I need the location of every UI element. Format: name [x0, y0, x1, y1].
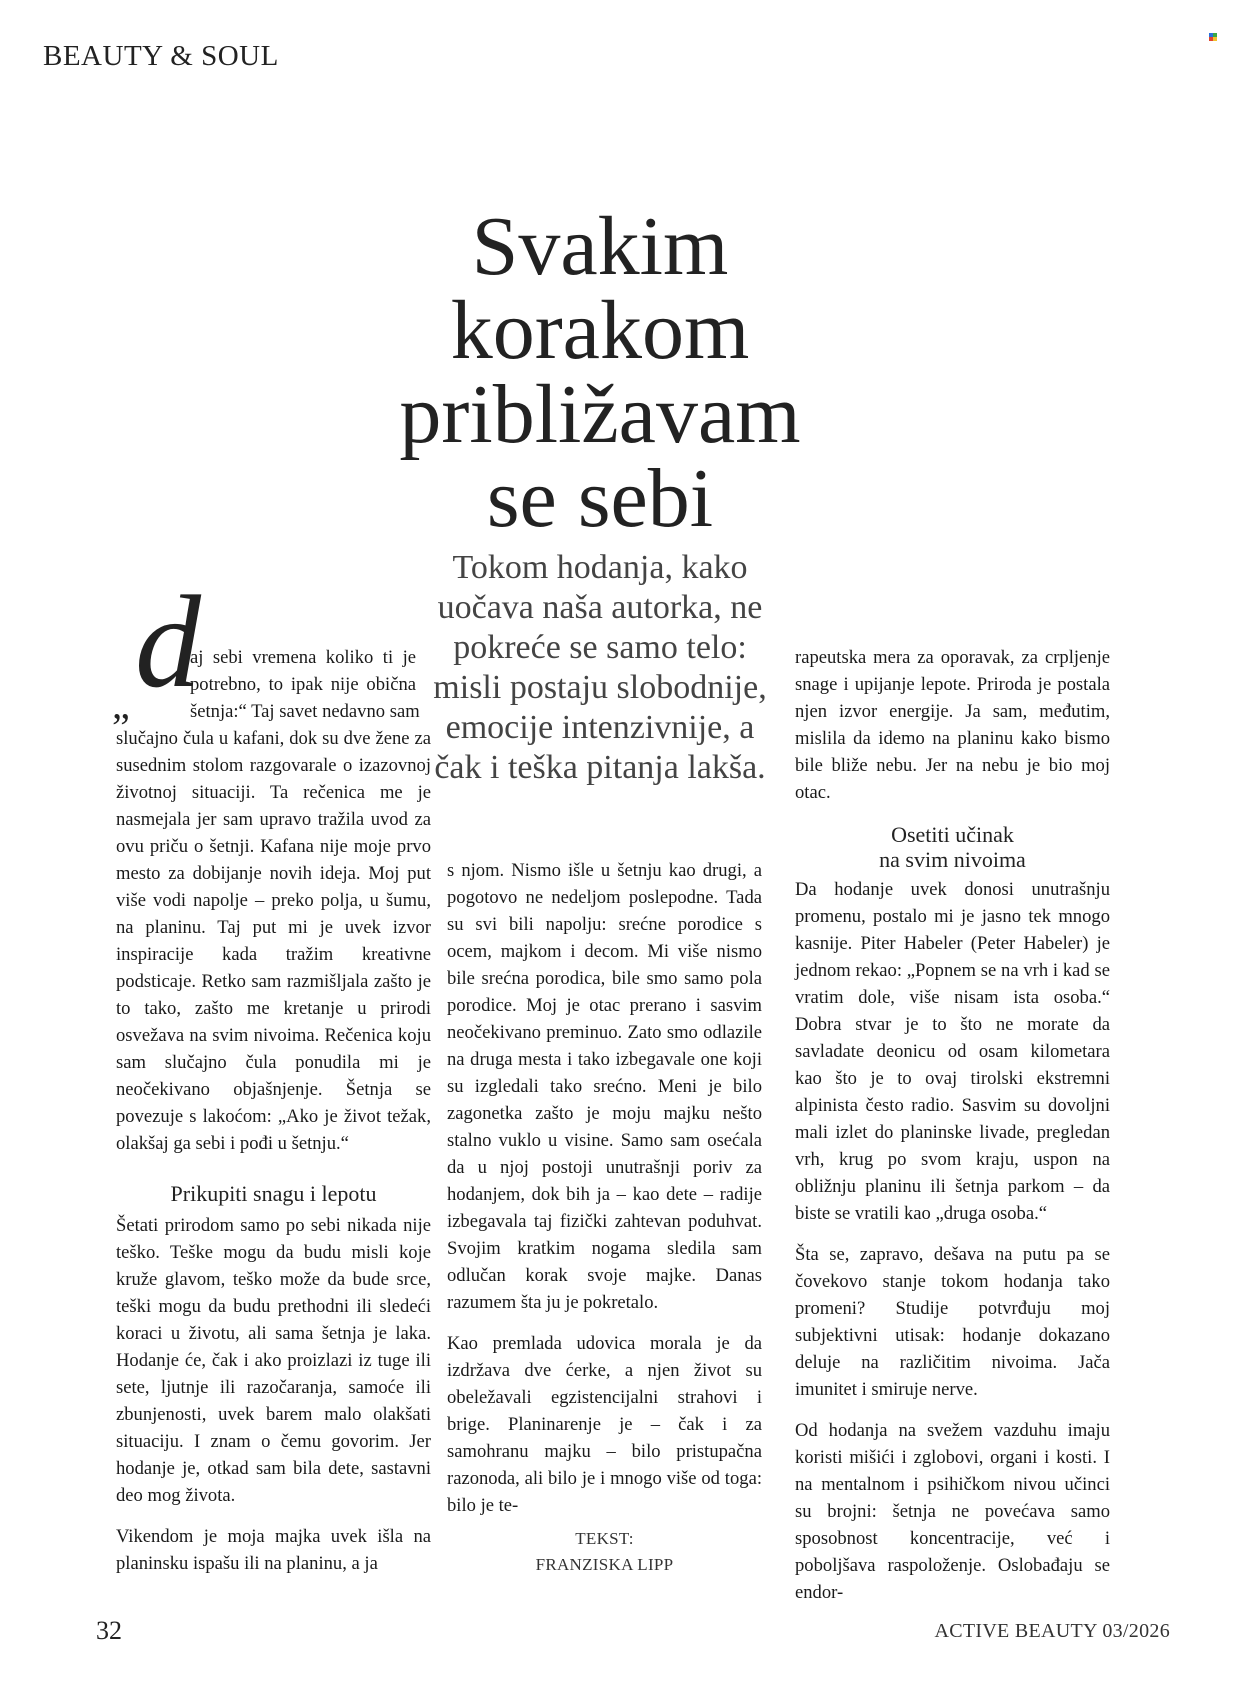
- subheading: [795, 822, 1110, 872]
- body-paragraph: Da hodanje uvek donosi unutrašnju promenu, postalo mi je jasno tek mnogo kasnije. Piter Habeler (Peter Habeler) je jednom rekao: „Popnem se na vrh i kad se vratim dole, više nisam ista osoba.“ Dobra stvar je to što ne morate da savladate deonicu od osam kilometara kao što je to ovaj tirolski ekstremni alpinista često radio. Sasvim su dovoljni mali izlet do planinske livade, pregledan vrh, krug po svom kraju, uspon na obližnju planinu ili šetnja parkom – da biste se vratili kao „druga osoba.“: [795, 879, 1110, 1224]
- body-column-2: [447, 857, 762, 1519]
- body-paragraph: Kao premlada udovica morala je da izdržava dve ćerke, a njen život su obeležavali egzistencijalni strahovi i brige. Planinarenje je – čak i za samohranu majku – bilo pristupačna razonoda, ali bilo je i mnogo više od toga: bilo je te-: [447, 1333, 762, 1516]
- body-column-3: [795, 644, 1110, 1606]
- credit-name: FRANZISKA LIPP: [535, 1555, 674, 1574]
- body-paragraph: rapeutska mera za oporavak, za crpljenje snage i upijanje lepote. Priroda je postala njen izvor energije. Ja sam, međutim, mislila da idemo na planinu kako bismo bile bliže nebu. Jer na nebu je bio moj otac.: [795, 647, 1110, 803]
- body-paragraph: s njom. Nismo išle u šetnju kao drugi, a pogotovo ne nedeljom poslepodne. Tada su svi bili napolju: srećne porodice s ocem, majkom i decom. Mi više nismo bile srećna porodica, bile smo samo pola porodice. Moj je otac prerano i sasvim neočekivano preminuo. Zato smo odlazile na druga mesta i tako izbegavale one koji su izgledali tako srećno. Meni je bilo zagonetka zašto je moju majku nešto stalno vuklo u visine. Samo sam osećala da u njoj postoji unutrašnji poriv za hodanjem, dok bih ja – kao dete – radije izbegavala taj fizički zahtevan poduhvat. Svojim kratkim nogama sledila sam odlučan korak svoje majke. Danas razumem šta ju je pokretalo.: [447, 860, 762, 1313]
- body-paragraph: Šta se, zapravo, dešava na putu pa se čovekovo stanje tokom hodanja tako promeni? Studije potvrđuju moj subjektivni utisak: hodanje dokazano deluje na različitim nivoima. Jača imunitet i smiruje nerve.: [795, 1244, 1110, 1400]
- body-paragraph: slučajno čula u kafani, dok su dve žene za susednim stolom razgovarale o izazovnoj životnoj situaciji. Ta rečenica me je nasmejala jer sam upravo tražila uvod za ovu priču o šetnji. Kafana nije moje prvo mesto za dobijanje novih ideja. Moj put više vodi napolje – preko polja, u šumu, na planinu. Taj put mi je uvek izvor inspiracije kada tražim kreativne podsticaje. Retko sam razmišljala zašto je to tako, zašto me kretanje u prirodi osvežava na svim nivoima. Rečenica koju sam slučajno čula ponudila mi je neočekivano objašnjenje. Šetnja se povezuje s lakoćom: „Ako je život težak, olakšaj ga sebi i pođi u šetnju.“: [116, 728, 431, 1154]
- subheading-line: na svim nivoima: [879, 847, 1026, 872]
- magazine-issue: ACTIVE BEAUTY 03/2026: [934, 1620, 1170, 1642]
- body-column-1-lower: [116, 1181, 431, 1577]
- author-credit: [447, 1526, 762, 1578]
- body-paragraph: Šetati prirodom samo po sebi nikada nije teško. Teške mogu da budu misli koje kruže glavom, teško može da bude srce, teški mogu da budu prethodni ili sledeći koraci u životu, ali sama šetnja je laka. Hodanje će, čak i ako proizlazi iz tuge ili sete, ljutnje ili razočaranja, samoće ili zbunjenosti, uvek barem malo olakšati situaciju. I znam o čemu govorim. Jer hodanje je, otkad sam bila dete, sastavni deo mog života.: [116, 1215, 431, 1506]
- article-title: [350, 200, 850, 545]
- color-mark-icon: [1209, 33, 1217, 41]
- subheading: Prikupiti snagu i lepotu: [170, 1181, 377, 1206]
- credit-label: TEKST:: [575, 1529, 634, 1548]
- dropcap-letter: d: [135, 568, 201, 715]
- body-column-1: [116, 725, 431, 1157]
- body-paragraph: Vikendom je moja majka uvek išla na planinsku ispašu ili na planinu, a ja: [116, 1526, 431, 1574]
- body-paragraph: Od hodanja na svežem vazduhu imaju koristi mišići i zglobovi, organi i kosti. I na mentalnom i psihičkom nivou učinci su brojni: šetnja ne povećava samo sposobnost koncentracije, već i poboljšava raspoloženje. Oslobađaju se endor-: [795, 1420, 1110, 1603]
- article-deck: Tokom hodanja, kako uočava naša autorka, ne pokreće se samo telo: misli postaju slobodnije, emocije intenzivnije, a čak i teška pitanja lakša.: [433, 549, 767, 786]
- title-line: korakom: [450, 284, 750, 377]
- title-line: Svakim: [471, 200, 729, 293]
- section-label: BEAUTY & SOUL: [43, 40, 279, 72]
- intro-line: šetnja:“ Taj savet nedavno sam: [190, 701, 420, 722]
- dropcap-quote: „: [112, 682, 130, 727]
- intro-line: aj sebi vremena koliko ti je: [190, 647, 416, 668]
- title-line: se sebi: [486, 452, 714, 545]
- page-number: 32: [96, 1616, 122, 1645]
- subheading-line: Osetiti učinak: [891, 822, 1014, 847]
- title-line: približavam: [399, 368, 801, 461]
- intro-line: potrebno, to ipak nije obična: [190, 674, 416, 695]
